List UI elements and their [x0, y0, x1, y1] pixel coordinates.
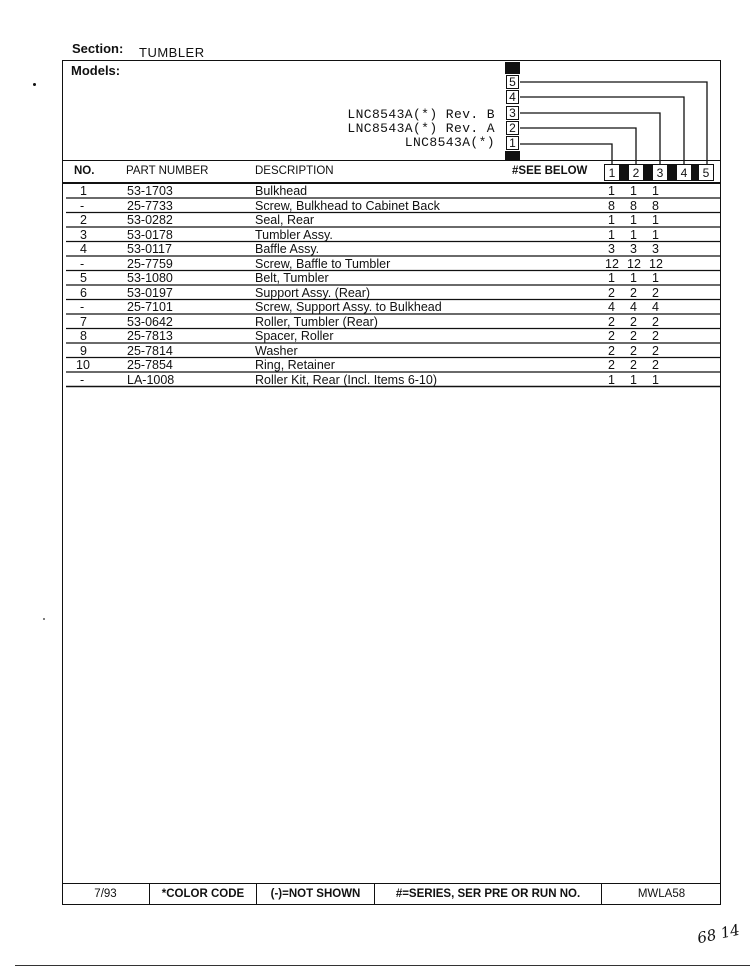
row-qty-1: 1 [608, 213, 615, 227]
row-qty-2: 8 [630, 198, 637, 213]
row-qty-3: 2 [652, 329, 659, 343]
row-description: Tumbler Assy. [255, 227, 333, 242]
model-box-1: 1 [506, 136, 519, 150]
row-description: Belt, Tumbler [255, 271, 329, 285]
model-box-2: 2 [506, 121, 519, 135]
row-qty-2: 12 [627, 256, 641, 271]
row-qty-1: 2 [608, 343, 615, 358]
row-qty-2: 2 [630, 285, 637, 300]
model-box-3: 3 [506, 106, 519, 120]
row-qty-3: 1 [652, 271, 659, 285]
row-no: 5 [80, 271, 87, 285]
row-no: - [80, 300, 85, 314]
column-box-4: 4 [676, 164, 692, 181]
column-box-2: 2 [628, 164, 644, 181]
row-description: Ring, Retainer [255, 358, 335, 372]
row-qty-3: 2 [652, 285, 659, 300]
row-description: Roller Kit, Rear (Incl. Items 6-10) [255, 372, 437, 387]
row-part-number: 25-7101 [127, 300, 173, 314]
row-qty-1: 2 [608, 314, 615, 329]
row-qty-3: 1 [652, 184, 659, 198]
row-qty-2: 1 [630, 372, 637, 387]
row-qty-2: 3 [630, 242, 637, 256]
footer-date: 7/93 [94, 888, 117, 900]
row-description: Screw, Support Assy. to Bulkhead [255, 300, 442, 314]
row-description: Bulkhead [255, 184, 308, 198]
row-no: 4 [80, 242, 87, 256]
row-qty-3: 12 [649, 256, 663, 271]
header-see-below: #SEE BELOW [512, 165, 588, 177]
footer-not-shown: (-)=NOT SHOWN [270, 888, 361, 900]
header-no: NO. [74, 165, 95, 177]
row-description: Washer [255, 343, 298, 358]
row-part-number: 53-1080 [127, 271, 173, 285]
footer-color-code: *COLOR CODE [161, 888, 245, 900]
row-part-number: 53-1703 [127, 184, 173, 198]
row-qty-3: 2 [652, 343, 659, 358]
model-box-5: 5 [506, 75, 519, 89]
row-no: 3 [80, 227, 87, 242]
row-qty-3: 8 [652, 198, 659, 213]
row-no: 8 [80, 329, 87, 343]
row-no: 2 [80, 213, 87, 227]
row-qty-1: 1 [608, 271, 615, 285]
row-qty-1: 1 [608, 184, 615, 198]
row-no: 9 [80, 343, 87, 358]
row-qty-2: 1 [630, 227, 637, 242]
row-part-number: 25-7733 [127, 198, 173, 213]
row-description: Spacer, Roller [255, 329, 334, 343]
row-qty-3: 4 [652, 300, 659, 314]
row-description: Screw, Baffle to Tumbler [255, 256, 391, 271]
model-line-base: LNC8543A(*) [404, 135, 495, 150]
row-description: Roller, Tumbler (Rear) [255, 314, 378, 329]
column-box-1: 1 [604, 164, 620, 181]
row-no: 10 [76, 358, 90, 372]
model-box-4: 4 [506, 90, 519, 104]
row-qty-1: 2 [608, 285, 615, 300]
row-qty-3: 3 [652, 242, 659, 256]
row-qty-1: 1 [608, 227, 615, 242]
row-no: - [80, 256, 85, 271]
row-qty-1: 8 [608, 198, 615, 213]
section-value: TUMBLER [139, 45, 205, 60]
model-line-rev-a: LNC8543A(*) Rev. A [347, 121, 495, 136]
row-qty-3: 2 [652, 314, 659, 329]
row-description: Screw, Bulkhead to Cabinet Back [255, 198, 440, 213]
row-qty-2: 2 [630, 314, 637, 329]
row-description: Baffle Assy. [255, 242, 320, 256]
row-qty-1: 2 [608, 329, 615, 343]
row-qty-3: 1 [652, 227, 659, 242]
section-label: Section: [72, 41, 124, 56]
column-box-3: 3 [652, 164, 668, 181]
row-qty-2: 4 [630, 300, 637, 314]
row-qty-2: 1 [630, 213, 637, 227]
row-part-number: 25-7854 [127, 358, 173, 372]
row-rules [0, 0, 750, 400]
row-qty-3: 1 [652, 372, 659, 387]
column-box-5: 5 [698, 164, 714, 181]
row-qty-3: 2 [652, 358, 659, 372]
row-part-number: 53-0282 [127, 213, 173, 227]
row-no: - [80, 372, 85, 387]
row-qty-2: 2 [630, 343, 637, 358]
row-description: Seal, Rear [255, 213, 315, 227]
handwritten-note: 68 14 [695, 920, 742, 948]
row-no: 1 [80, 184, 87, 198]
page-bottom-rule [15, 965, 750, 966]
row-part-number: 53-0117 [127, 242, 172, 256]
row-part-number: 53-0642 [127, 314, 173, 329]
row-qty-1: 12 [605, 256, 619, 271]
row-part-number: 25-7813 [127, 329, 173, 343]
row-qty-3: 1 [652, 213, 659, 227]
row-no: 7 [80, 314, 87, 329]
row-part-number: 53-0197 [127, 285, 173, 300]
row-no: - [80, 198, 85, 213]
row-qty-2: 1 [630, 184, 637, 198]
header-part-number: PART NUMBER [126, 165, 209, 177]
row-qty-1: 4 [608, 300, 615, 314]
row-part-number: LA-1008 [127, 372, 175, 387]
row-no: 6 [80, 285, 87, 300]
row-qty-2: 2 [630, 358, 637, 372]
row-part-number: 25-7814 [127, 343, 173, 358]
row-qty-1: 1 [608, 372, 615, 387]
row-qty-1: 3 [608, 242, 615, 256]
scan-speck [43, 618, 45, 620]
footer-series-note: #=SERIES, SER PRE OR RUN NO. [395, 888, 581, 900]
scan-speck [33, 83, 36, 86]
footer-doc-id: MWLA58 [637, 888, 686, 900]
header-description: DESCRIPTION [255, 165, 334, 177]
models-label: Models: [71, 63, 121, 78]
row-description: Support Assy. (Rear) [255, 285, 371, 300]
model-line-rev-b: LNC8543A(*) Rev. B [347, 107, 495, 122]
row-qty-2: 2 [630, 329, 637, 343]
row-part-number: 53-0178 [127, 227, 173, 242]
row-qty-1: 2 [608, 358, 615, 372]
row-qty-2: 1 [630, 271, 637, 285]
row-part-number: 25-7759 [127, 256, 173, 271]
